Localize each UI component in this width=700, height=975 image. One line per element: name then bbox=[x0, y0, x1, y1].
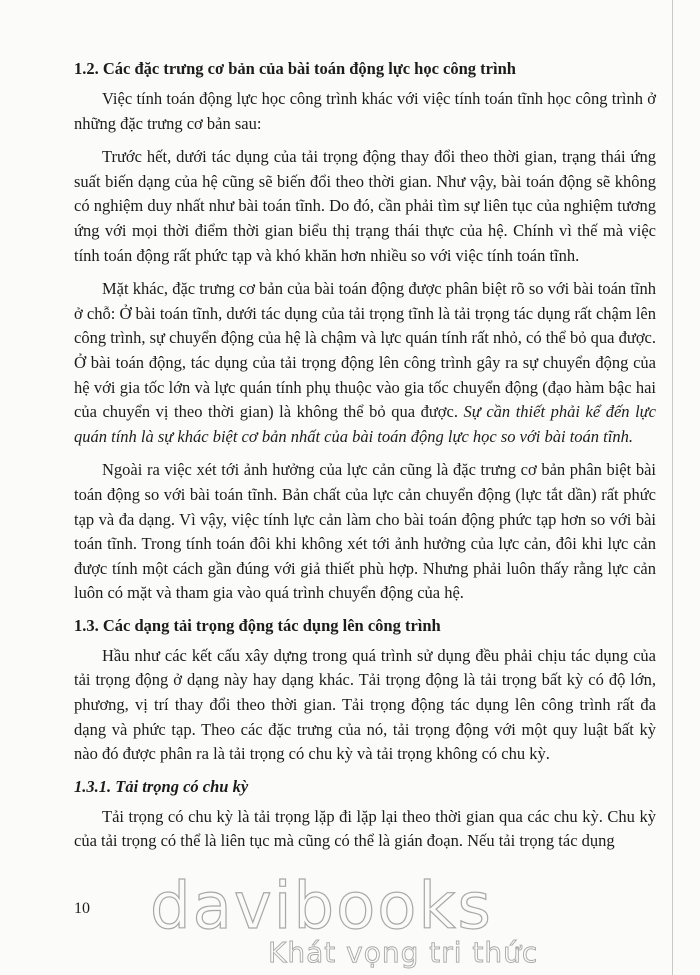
paragraph-periodic-load: Tải trọng có chu kỳ là tải trọng lặp đi lặp lại theo thời gian qua các chu kỳ. Chu kỳ của tải trọng có thể là liên tục mà cũng có thể là gián đoạn. Nếu tải trọng tác dụng bbox=[74, 806, 656, 851]
watermark-logo: davibooks bbox=[150, 870, 493, 944]
page-content bbox=[74, 58, 656, 863]
page-number: 10 bbox=[74, 900, 90, 917]
section-heading-1-2: 1.2. Các đặc trưng cơ bản của bài toán động lực học công trình bbox=[74, 59, 516, 78]
paragraph-first-difference: Trước hết, dưới tác dụng của tải trọng động thay đổi theo thời gian, trạng thái ứng suất biến dạng của hệ cũng sẽ biến đổi theo thời gian. Như vậy, bài toán động sẽ không có nghiệm duy nhất như bài toán tĩnh. Do đó, cần phải tìm sự liên tục của nghiệm tương ứng với mọi thời điểm thời gian biểu thị trạng thái thực của hệ. Chính vì thế mà việc tính toán động rất phức tạp và khó khăn hơn nhiều so với việc tính toán tĩnh. bbox=[74, 147, 656, 265]
page-edge-rule bbox=[672, 0, 673, 975]
subsection-heading-1-3-1: 1.3.1. Tải trọng có chu kỳ bbox=[74, 776, 249, 796]
watermark-tagline: Khát vọng tri thức bbox=[268, 936, 539, 969]
paragraph-inertia bbox=[74, 277, 656, 449]
paragraph-intro: Việc tính toán động lực học công trình khác với việc tính toán tĩnh học công trình ở những đặc trưng cơ bản sau: bbox=[74, 89, 656, 133]
paragraph-inertia-emphasis: Sự cần thiết phải kể đến lực quán tính là sự khác biệt cơ bản nhất của bài toán động lực học so với bài toán tĩnh. bbox=[74, 402, 656, 446]
paragraph-inertia-text: Mặt khác, đặc trưng cơ bản của bài toán động được phân biệt rõ so với bài toán tĩnh ở chỗ: Ở bài toán tĩnh, dưới tác dụng của tải trọng tĩnh là tải trọng tác dụng rất chậm lên công trình, sự chuyển động của hệ là chậm và lực quán tính rất nhỏ, có thể bỏ qua được. Ở bài toán động, tác dụng của tải trọng động lên công trình gây ra sự chuyển động của hệ với gia tốc lớn và lực quán tính phụ thuộc vào gia tốc chuyển động (đạo hàm bậc hai của chuyển vị theo thời gian) là không thể bỏ qua được. bbox=[74, 279, 656, 422]
paragraph-damping: Ngoài ra việc xét tới ảnh hưởng của lực cản cũng là đặc trưng cơ bản phân biệt bài toán động so với bài toán tĩnh. Bản chất của lực cản chuyển động (lực tắt dần) rất phức tạp và đa dạng. Vì vậy, việc tính lực cản làm cho bài toán động phức tạp hơn so với bài toán tĩnh. Trong tính toán đôi khi không xét tới ảnh hưởng của lực cản, đôi khi lực cản được tính một cách gần đúng với giả thiết phù hợp. Nhưng phải luôn thấy rằng lực cản luôn có mặt và tham gia vào quá trình chuyển động của hệ. bbox=[74, 460, 656, 603]
paragraph-load-types: Hầu như các kết cấu xây dựng trong quá trình sử dụng đều phải chịu tác dụng của tải trọng động ở dạng này hay dạng khác. Tải trọng động là tải trọng bất kỳ có độ lớn, phương, vị trí thay đổi theo thời gian. Tải trọng động tác dụng lên công trình rất đa dạng và phức tạp. Theo các đặc trưng của nó, tải trọng động với một quy luật bất kỳ nào đó được phân ra là tải trọng có chu kỳ và tải trọng không có chu kỳ. bbox=[74, 645, 656, 764]
section-heading-1-3: 1.3. Các dạng tải trọng động tác dụng lên công trình bbox=[74, 615, 441, 635]
